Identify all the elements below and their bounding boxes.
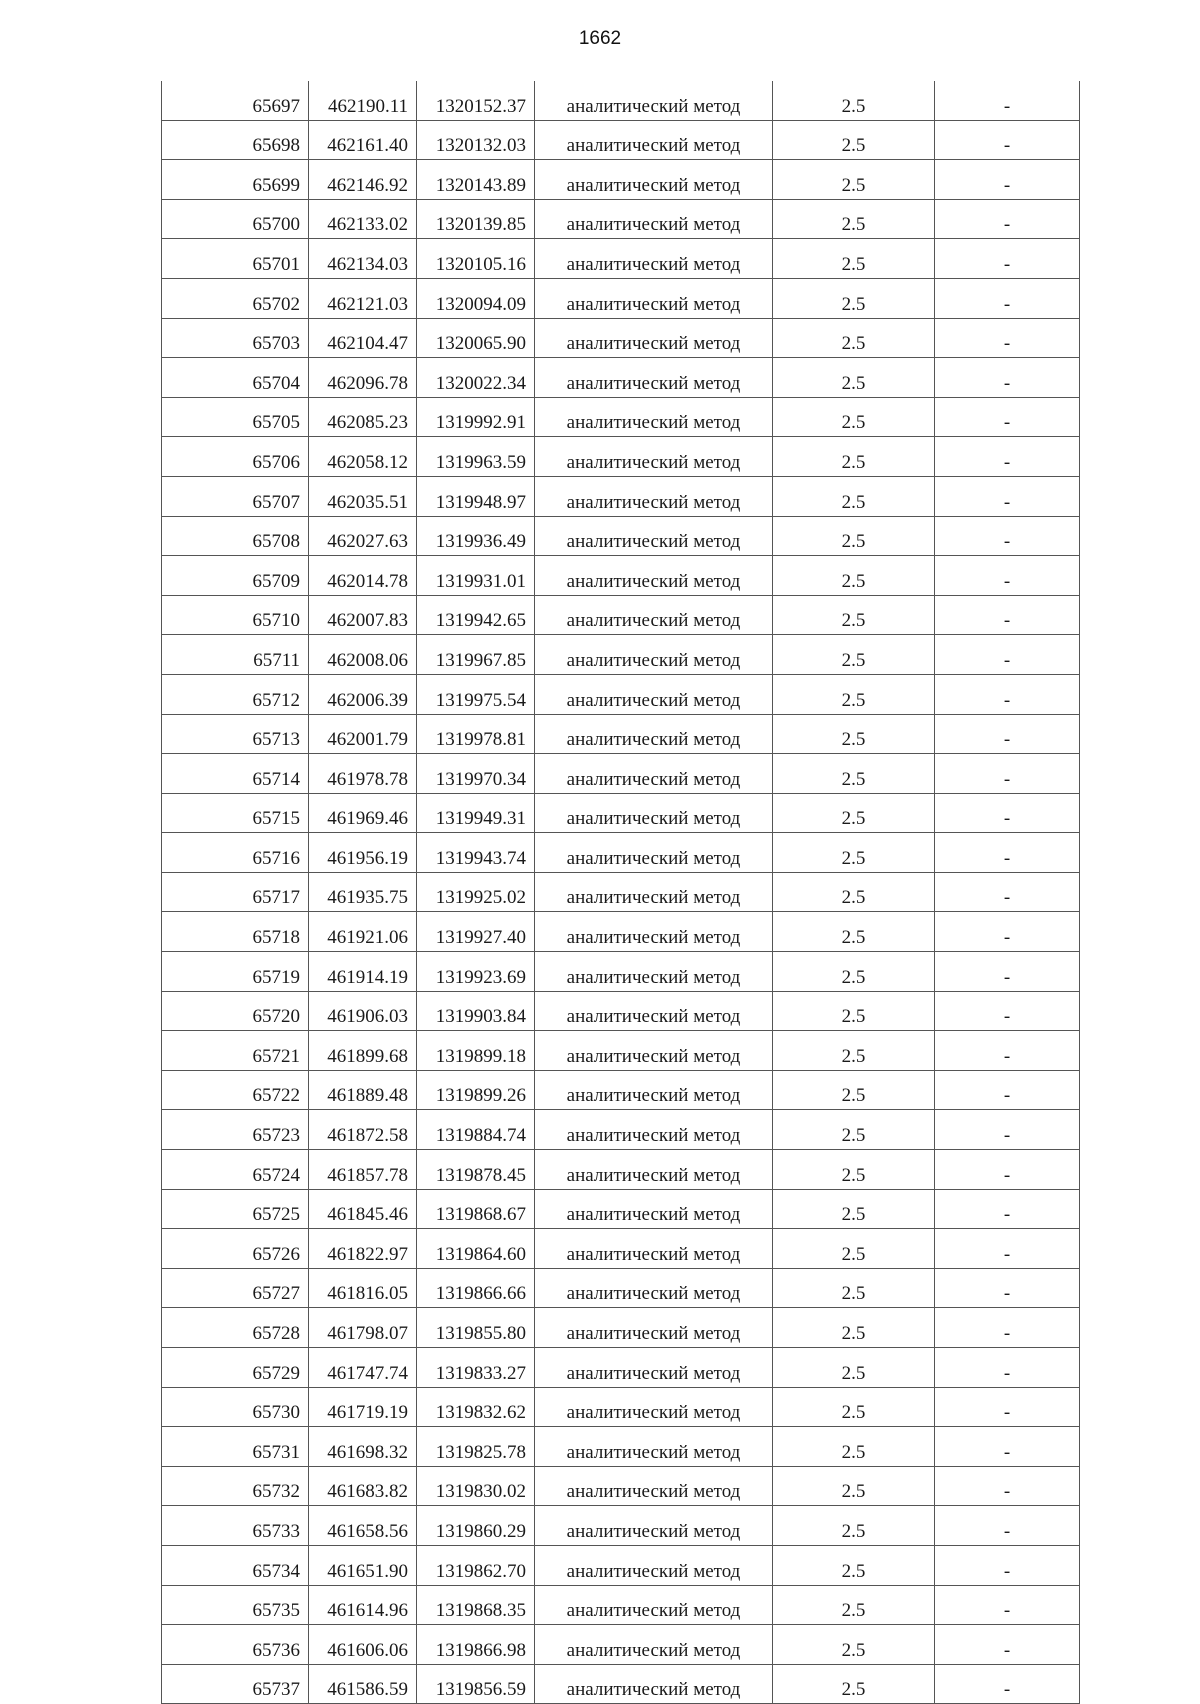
accuracy-cell: 2.5: [773, 318, 935, 358]
table-row: [162, 1545, 1080, 1585]
note-cell: -: [935, 1387, 1080, 1427]
method-cell: аналитический метод: [535, 1664, 773, 1704]
x-coordinate-cell: 461586.59: [309, 1664, 417, 1704]
method-cell: аналитический метод: [535, 595, 773, 635]
point-number-cell: 65725: [162, 1189, 309, 1229]
note-cell: -: [935, 1189, 1080, 1229]
accuracy-cell: 2.5: [773, 81, 935, 120]
x-coordinate-cell: 461969.46: [309, 793, 417, 833]
page-number: 1662: [578, 28, 622, 49]
accuracy-cell: 2.5: [773, 635, 935, 675]
y-coordinate-cell: 1319975.54: [417, 674, 535, 714]
note-cell: -: [935, 160, 1080, 200]
y-coordinate-cell: 1320022.34: [417, 358, 535, 398]
y-coordinate-cell: 1319856.59: [417, 1664, 535, 1704]
note-cell: -: [935, 1348, 1080, 1388]
method-cell: аналитический метод: [535, 952, 773, 992]
note-cell: -: [935, 833, 1080, 873]
note-cell: -: [935, 1308, 1080, 1348]
accuracy-cell: 2.5: [773, 358, 935, 398]
point-number-cell: 65735: [162, 1585, 309, 1625]
method-cell: аналитический метод: [535, 1348, 773, 1388]
x-coordinate-cell: 461872.58: [309, 1110, 417, 1150]
accuracy-cell: 2.5: [773, 120, 935, 160]
table-row: [162, 1308, 1080, 1348]
method-cell: аналитический метод: [535, 556, 773, 596]
method-cell: аналитический метод: [535, 1229, 773, 1269]
note-cell: -: [935, 1466, 1080, 1506]
x-coordinate-cell: 462146.92: [309, 160, 417, 200]
table-row: [162, 1110, 1080, 1150]
accuracy-cell: 2.5: [773, 1150, 935, 1190]
table-row: [162, 81, 1080, 120]
point-number-cell: 65737: [162, 1664, 309, 1704]
method-cell: аналитический метод: [535, 674, 773, 714]
accuracy-cell: 2.5: [773, 1348, 935, 1388]
x-coordinate-cell: 461921.06: [309, 912, 417, 952]
point-number-cell: 65713: [162, 714, 309, 754]
y-coordinate-cell: 1319923.69: [417, 952, 535, 992]
note-cell: -: [935, 793, 1080, 833]
point-number-cell: 65703: [162, 318, 309, 358]
y-coordinate-cell: 1319942.65: [417, 595, 535, 635]
y-coordinate-cell: 1319878.45: [417, 1150, 535, 1190]
point-number-cell: 65719: [162, 952, 309, 992]
accuracy-cell: 2.5: [773, 912, 935, 952]
method-cell: аналитический метод: [535, 1150, 773, 1190]
point-number-cell: 65720: [162, 991, 309, 1031]
point-number-cell: 65730: [162, 1387, 309, 1427]
note-cell: -: [935, 318, 1080, 358]
accuracy-cell: 2.5: [773, 516, 935, 556]
x-coordinate-cell: 461857.78: [309, 1150, 417, 1190]
method-cell: аналитический метод: [535, 1268, 773, 1308]
table-row: [162, 556, 1080, 596]
point-number-cell: 65701: [162, 239, 309, 279]
note-cell: -: [935, 872, 1080, 912]
y-coordinate-cell: 1319903.84: [417, 991, 535, 1031]
method-cell: аналитический метод: [535, 991, 773, 1031]
x-coordinate-cell: 461658.56: [309, 1506, 417, 1546]
y-coordinate-cell: 1319833.27: [417, 1348, 535, 1388]
table-row: [162, 952, 1080, 992]
point-number-cell: 65707: [162, 476, 309, 516]
x-coordinate-cell: 461614.96: [309, 1585, 417, 1625]
x-coordinate-cell: 462058.12: [309, 437, 417, 477]
note-cell: -: [935, 1150, 1080, 1190]
x-coordinate-cell: 462007.83: [309, 595, 417, 635]
x-coordinate-cell: 462190.11: [309, 81, 417, 120]
point-number-cell: 65726: [162, 1229, 309, 1269]
y-coordinate-cell: 1320139.85: [417, 199, 535, 239]
note-cell: -: [935, 1229, 1080, 1269]
x-coordinate-cell: 461899.68: [309, 1031, 417, 1071]
x-coordinate-cell: 461906.03: [309, 991, 417, 1031]
note-cell: -: [935, 1585, 1080, 1625]
point-number-cell: 65721: [162, 1031, 309, 1071]
method-cell: аналитический метод: [535, 318, 773, 358]
note-cell: -: [935, 120, 1080, 160]
method-cell: аналитический метод: [535, 1545, 773, 1585]
table-row: [162, 120, 1080, 160]
table-row: [162, 595, 1080, 635]
point-number-cell: 65724: [162, 1150, 309, 1190]
x-coordinate-cell: 462035.51: [309, 476, 417, 516]
note-cell: -: [935, 991, 1080, 1031]
accuracy-cell: 2.5: [773, 595, 935, 635]
y-coordinate-cell: 1320132.03: [417, 120, 535, 160]
accuracy-cell: 2.5: [773, 1427, 935, 1467]
point-number-cell: 65736: [162, 1625, 309, 1665]
point-number-cell: 65702: [162, 278, 309, 318]
table-row: [162, 1585, 1080, 1625]
x-coordinate-cell: 461651.90: [309, 1545, 417, 1585]
x-coordinate-cell: 461816.05: [309, 1268, 417, 1308]
table-row: [162, 1664, 1080, 1704]
x-coordinate-cell: 461719.19: [309, 1387, 417, 1427]
point-number-cell: 65698: [162, 120, 309, 160]
table-row: [162, 1348, 1080, 1388]
note-cell: -: [935, 476, 1080, 516]
y-coordinate-cell: 1319832.62: [417, 1387, 535, 1427]
y-coordinate-cell: 1319925.02: [417, 872, 535, 912]
y-coordinate-cell: 1319868.35: [417, 1585, 535, 1625]
note-cell: -: [935, 278, 1080, 318]
x-coordinate-cell: 462001.79: [309, 714, 417, 754]
note-cell: -: [935, 952, 1080, 992]
accuracy-cell: 2.5: [773, 872, 935, 912]
note-cell: -: [935, 199, 1080, 239]
point-number-cell: 65717: [162, 872, 309, 912]
method-cell: аналитический метод: [535, 1466, 773, 1506]
table-row: [162, 1268, 1080, 1308]
note-cell: -: [935, 1427, 1080, 1467]
accuracy-cell: 2.5: [773, 1110, 935, 1150]
x-coordinate-cell: 462134.03: [309, 239, 417, 279]
method-cell: аналитический метод: [535, 199, 773, 239]
point-number-cell: 65710: [162, 595, 309, 635]
point-number-cell: 65706: [162, 437, 309, 477]
accuracy-cell: 2.5: [773, 952, 935, 992]
y-coordinate-cell: 1319862.70: [417, 1545, 535, 1585]
y-coordinate-cell: 1319967.85: [417, 635, 535, 675]
x-coordinate-cell: 462104.47: [309, 318, 417, 358]
table-row: [162, 199, 1080, 239]
accuracy-cell: 2.5: [773, 1506, 935, 1546]
accuracy-cell: 2.5: [773, 278, 935, 318]
accuracy-cell: 2.5: [773, 1466, 935, 1506]
method-cell: аналитический метод: [535, 1189, 773, 1229]
x-coordinate-cell: 462008.06: [309, 635, 417, 675]
accuracy-cell: 2.5: [773, 991, 935, 1031]
method-cell: аналитический метод: [535, 635, 773, 675]
point-number-cell: 65728: [162, 1308, 309, 1348]
table-row: [162, 239, 1080, 279]
note-cell: -: [935, 1031, 1080, 1071]
point-number-cell: 65715: [162, 793, 309, 833]
x-coordinate-cell: 461978.78: [309, 754, 417, 794]
point-number-cell: 65697: [162, 81, 309, 120]
note-cell: -: [935, 1506, 1080, 1546]
y-coordinate-cell: 1319931.01: [417, 556, 535, 596]
x-coordinate-cell: 461798.07: [309, 1308, 417, 1348]
note-cell: -: [935, 81, 1080, 120]
note-cell: -: [935, 1545, 1080, 1585]
x-coordinate-cell: 461935.75: [309, 872, 417, 912]
note-cell: -: [935, 1110, 1080, 1150]
point-number-cell: 65709: [162, 556, 309, 596]
y-coordinate-cell: 1319866.66: [417, 1268, 535, 1308]
point-number-cell: 65708: [162, 516, 309, 556]
accuracy-cell: 2.5: [773, 1664, 935, 1704]
point-number-cell: 65716: [162, 833, 309, 873]
accuracy-cell: 2.5: [773, 476, 935, 516]
accuracy-cell: 2.5: [773, 397, 935, 437]
point-number-cell: 65732: [162, 1466, 309, 1506]
point-number-cell: 65727: [162, 1268, 309, 1308]
table-row: [162, 833, 1080, 873]
point-number-cell: 65700: [162, 199, 309, 239]
note-cell: -: [935, 1625, 1080, 1665]
y-coordinate-cell: 1319943.74: [417, 833, 535, 873]
note-cell: -: [935, 1664, 1080, 1704]
y-coordinate-cell: 1319884.74: [417, 1110, 535, 1150]
accuracy-cell: 2.5: [773, 674, 935, 714]
x-coordinate-cell: 461845.46: [309, 1189, 417, 1229]
table-row: [162, 476, 1080, 516]
point-number-cell: 65729: [162, 1348, 309, 1388]
coordinates-table-body: [162, 81, 1080, 1704]
method-cell: аналитический метод: [535, 912, 773, 952]
point-number-cell: 65704: [162, 358, 309, 398]
table-row: [162, 318, 1080, 358]
table-row: [162, 1387, 1080, 1427]
accuracy-cell: 2.5: [773, 1189, 935, 1229]
method-cell: аналитический метод: [535, 754, 773, 794]
accuracy-cell: 2.5: [773, 1625, 935, 1665]
method-cell: аналитический метод: [535, 239, 773, 279]
point-number-cell: 65733: [162, 1506, 309, 1546]
x-coordinate-cell: 461683.82: [309, 1466, 417, 1506]
method-cell: аналитический метод: [535, 160, 773, 200]
table-row: [162, 358, 1080, 398]
accuracy-cell: 2.5: [773, 793, 935, 833]
method-cell: аналитический метод: [535, 1308, 773, 1348]
accuracy-cell: 2.5: [773, 437, 935, 477]
method-cell: аналитический метод: [535, 358, 773, 398]
x-coordinate-cell: 461914.19: [309, 952, 417, 992]
x-coordinate-cell: 462133.02: [309, 199, 417, 239]
x-coordinate-cell: 462161.40: [309, 120, 417, 160]
y-coordinate-cell: 1320094.09: [417, 278, 535, 318]
method-cell: аналитический метод: [535, 437, 773, 477]
note-cell: -: [935, 358, 1080, 398]
table-row: [162, 991, 1080, 1031]
note-cell: -: [935, 239, 1080, 279]
accuracy-cell: 2.5: [773, 1387, 935, 1427]
point-number-cell: 65712: [162, 674, 309, 714]
y-coordinate-cell: 1319899.18: [417, 1031, 535, 1071]
y-coordinate-cell: 1319978.81: [417, 714, 535, 754]
table-row: [162, 912, 1080, 952]
table-row: [162, 1189, 1080, 1229]
x-coordinate-cell: 461606.06: [309, 1625, 417, 1665]
table-row: [162, 1625, 1080, 1665]
table-row: [162, 516, 1080, 556]
table-row: [162, 1466, 1080, 1506]
y-coordinate-cell: 1319970.34: [417, 754, 535, 794]
y-coordinate-cell: 1319868.67: [417, 1189, 535, 1229]
y-coordinate-cell: 1319855.80: [417, 1308, 535, 1348]
method-cell: аналитический метод: [535, 1070, 773, 1110]
accuracy-cell: 2.5: [773, 1585, 935, 1625]
y-coordinate-cell: 1319825.78: [417, 1427, 535, 1467]
note-cell: -: [935, 635, 1080, 675]
method-cell: аналитический метод: [535, 516, 773, 556]
point-number-cell: 65723: [162, 1110, 309, 1150]
x-coordinate-cell: 462096.78: [309, 358, 417, 398]
method-cell: аналитический метод: [535, 872, 773, 912]
point-number-cell: 65699: [162, 160, 309, 200]
y-coordinate-cell: 1320065.90: [417, 318, 535, 358]
x-coordinate-cell: 461956.19: [309, 833, 417, 873]
accuracy-cell: 2.5: [773, 1229, 935, 1269]
table-row: [162, 1150, 1080, 1190]
table-row: [162, 397, 1080, 437]
note-cell: -: [935, 556, 1080, 596]
x-coordinate-cell: 462014.78: [309, 556, 417, 596]
y-coordinate-cell: 1319866.98: [417, 1625, 535, 1665]
y-coordinate-cell: 1319830.02: [417, 1466, 535, 1506]
table-row: [162, 1229, 1080, 1269]
table-row: [162, 754, 1080, 794]
y-coordinate-cell: 1319949.31: [417, 793, 535, 833]
point-number-cell: 65705: [162, 397, 309, 437]
method-cell: аналитический метод: [535, 81, 773, 120]
method-cell: аналитический метод: [535, 1387, 773, 1427]
x-coordinate-cell: 462085.23: [309, 397, 417, 437]
accuracy-cell: 2.5: [773, 754, 935, 794]
point-number-cell: 65734: [162, 1545, 309, 1585]
y-coordinate-cell: 1320143.89: [417, 160, 535, 200]
note-cell: -: [935, 754, 1080, 794]
accuracy-cell: 2.5: [773, 1070, 935, 1110]
x-coordinate-cell: 461889.48: [309, 1070, 417, 1110]
method-cell: аналитический метод: [535, 120, 773, 160]
note-cell: -: [935, 1070, 1080, 1110]
note-cell: -: [935, 1268, 1080, 1308]
x-coordinate-cell: 461747.74: [309, 1348, 417, 1388]
y-coordinate-cell: 1319963.59: [417, 437, 535, 477]
table-row: [162, 1031, 1080, 1071]
method-cell: аналитический метод: [535, 1427, 773, 1467]
table-row: [162, 1070, 1080, 1110]
method-cell: аналитический метод: [535, 793, 773, 833]
method-cell: аналитический метод: [535, 714, 773, 754]
x-coordinate-cell: 462027.63: [309, 516, 417, 556]
x-coordinate-cell: 461698.32: [309, 1427, 417, 1467]
note-cell: -: [935, 674, 1080, 714]
note-cell: -: [935, 912, 1080, 952]
accuracy-cell: 2.5: [773, 1031, 935, 1071]
method-cell: аналитический метод: [535, 476, 773, 516]
table-row: [162, 437, 1080, 477]
y-coordinate-cell: 1319992.91: [417, 397, 535, 437]
point-number-cell: 65711: [162, 635, 309, 675]
note-cell: -: [935, 516, 1080, 556]
y-coordinate-cell: 1319864.60: [417, 1229, 535, 1269]
y-coordinate-cell: 1320152.37: [417, 81, 535, 120]
method-cell: аналитический метод: [535, 1031, 773, 1071]
accuracy-cell: 2.5: [773, 1308, 935, 1348]
table-row: [162, 635, 1080, 675]
method-cell: аналитический метод: [535, 1585, 773, 1625]
accuracy-cell: 2.5: [773, 556, 935, 596]
table-row: [162, 872, 1080, 912]
table-row: [162, 160, 1080, 200]
table-row: [162, 1506, 1080, 1546]
accuracy-cell: 2.5: [773, 1268, 935, 1308]
point-number-cell: 65731: [162, 1427, 309, 1467]
table-row: [162, 674, 1080, 714]
table-row: [162, 278, 1080, 318]
coordinates-table: [161, 81, 1080, 1704]
method-cell: аналитический метод: [535, 1110, 773, 1150]
y-coordinate-cell: 1319927.40: [417, 912, 535, 952]
y-coordinate-cell: 1320105.16: [417, 239, 535, 279]
accuracy-cell: 2.5: [773, 239, 935, 279]
note-cell: -: [935, 595, 1080, 635]
point-number-cell: 65714: [162, 754, 309, 794]
accuracy-cell: 2.5: [773, 199, 935, 239]
y-coordinate-cell: 1319948.97: [417, 476, 535, 516]
y-coordinate-cell: 1319936.49: [417, 516, 535, 556]
note-cell: -: [935, 397, 1080, 437]
point-number-cell: 65718: [162, 912, 309, 952]
method-cell: аналитический метод: [535, 1625, 773, 1665]
x-coordinate-cell: 461822.97: [309, 1229, 417, 1269]
table-row: [162, 1427, 1080, 1467]
note-cell: -: [935, 437, 1080, 477]
table-row: [162, 793, 1080, 833]
y-coordinate-cell: 1319899.26: [417, 1070, 535, 1110]
y-coordinate-cell: 1319860.29: [417, 1506, 535, 1546]
x-coordinate-cell: 462006.39: [309, 674, 417, 714]
note-cell: -: [935, 714, 1080, 754]
method-cell: аналитический метод: [535, 833, 773, 873]
point-number-cell: 65722: [162, 1070, 309, 1110]
table-row: [162, 714, 1080, 754]
accuracy-cell: 2.5: [773, 1545, 935, 1585]
accuracy-cell: 2.5: [773, 714, 935, 754]
x-coordinate-cell: 462121.03: [309, 278, 417, 318]
method-cell: аналитический метод: [535, 1506, 773, 1546]
accuracy-cell: 2.5: [773, 160, 935, 200]
method-cell: аналитический метод: [535, 397, 773, 437]
accuracy-cell: 2.5: [773, 833, 935, 873]
method-cell: аналитический метод: [535, 278, 773, 318]
